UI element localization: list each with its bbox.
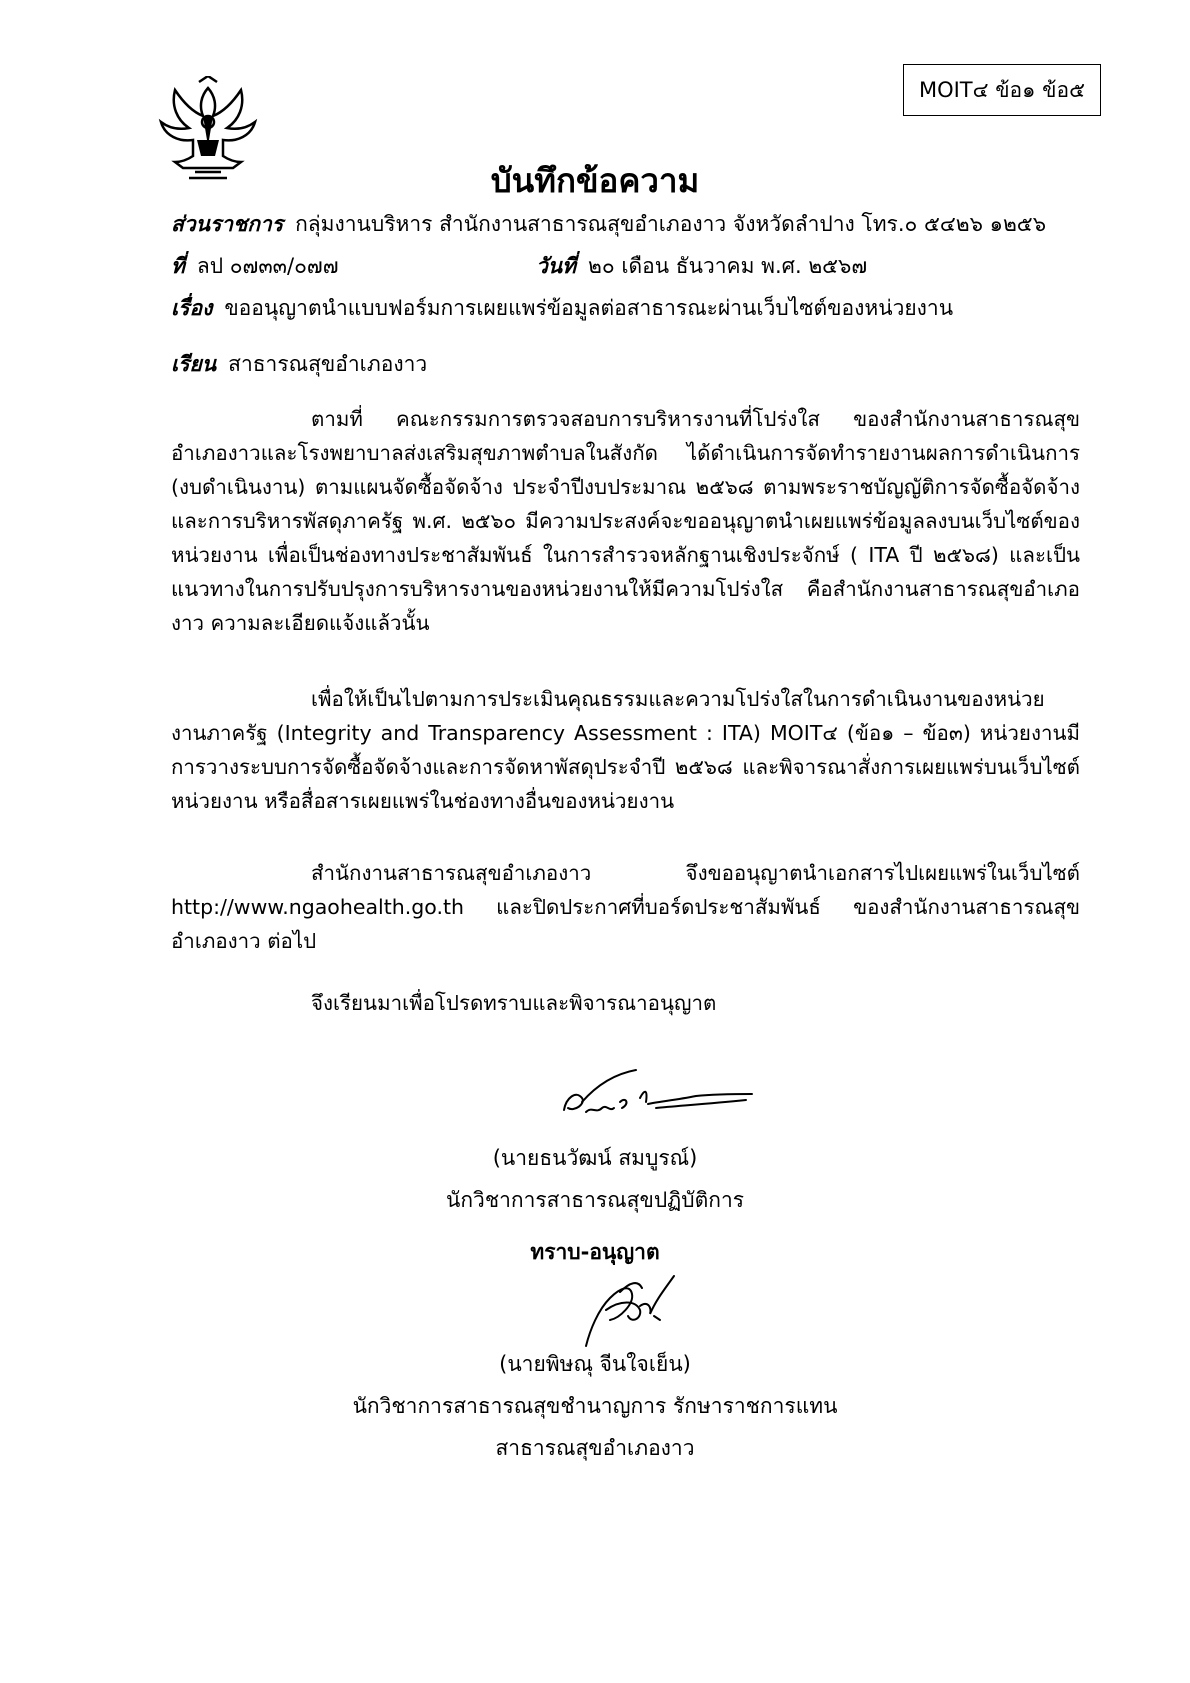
doc-number-value: ลป ๐๗๓๓/๐๗๗	[196, 254, 339, 278]
paragraph-3	[171, 856, 1080, 958]
reference-text: MOIT๔ ข้อ๑ ข้อ๕	[918, 77, 1086, 102]
signer-1-position: นักวิชาการสาธารณสุขปฏิบัติการ	[445, 1188, 745, 1212]
date-label: วันที่	[536, 254, 576, 278]
signature-1-icon	[556, 1068, 756, 1128]
paragraph-2-text: เพื่อให้เป็นไปตามการประเมินคุณธรรมและความโปร่งใสในการดำเนินงานของหน่วยงานภาครัฐ (Integrity and Transparency Assessment : ITA) MOIT๔ (ข้อ๑ – ข้อ๓) หน่วยงานมีการวางระบบการจัดซื้อจัดจ้างและการจัดหาพัสดุประจำปี ๒๕๖๘ และพิจารณาสั่งการเผยแพร่บนเว็บไซต์หน่วยงาน หรือสื่อสารเผยแพร่ในช่องทางอื่นของหน่วยงาน	[171, 687, 1080, 813]
agency-label: ส่วนราชการ	[171, 212, 284, 236]
paragraph-1-text: ตามที่ คณะกรรมการตรวจสอบการบริหารงานที่โปร่งใส ของสำนักงานสาธารณสุขอำเภองาวและโรงพยาบาลส่งเสริมสุขภาพตำบลในสังกัด ได้ดำเนินการจัดทำรายงานผลการดำเนินการ (งบดำเนินงาน) ตามแผนจัดซื้อจัดจ้าง ประจำปีงบประมาณ ๒๕๖๘ ตามพระราชบัญญัติการจัดซื้อจัดจ้างและการบริหารพัสดุภาครัฐ พ.ศ. ๒๕๖๐ มีความประสงค์จะขออนุญาตนำเผยแพร่ข้อมูลลงบนเว็บไซต์ของหน่วยงาน เพื่อเป็นช่องทางประชาสัมพันธ์ ในการสำรวจหลักฐานเชิงประจักษ์ ( ITA ปี ๒๕๖๘) และเป็นแนวทางในการปรับปรุงการบริหารงานของหน่วยงานให้มีความโปร่งใส คือสำนักงานสาธารณสุขอำเภองาว ความละเอียดแจ้งแล้วนั้น	[171, 407, 1080, 635]
approval-label: ทราบ-อนุญาต	[530, 1240, 660, 1264]
signature-2-icon	[580, 1270, 680, 1350]
reference-box	[903, 64, 1101, 116]
signer-2-position: นักวิชาการสาธารณสุขชำนาญการ รักษาราชการแทน	[352, 1394, 838, 1418]
document-title: บันทึกข้อความ	[490, 161, 700, 200]
subject-label: เรื่อง	[171, 296, 213, 320]
signer-2-name: (นายพิษณุ จีนใจเย็น)	[499, 1352, 691, 1376]
subject-value: ขออนุญาตนำแบบฟอร์มการเผยแพร่ข้อมูลต่อสาธารณะผ่านเว็บไซต์ของหน่วยงาน	[224, 296, 954, 320]
addressee-value: สาธารณสุขอำเภองาว	[228, 352, 428, 376]
doc-number-line	[171, 250, 339, 283]
signer-2-position-line2: สาธารณสุขอำเภองาว	[495, 1436, 695, 1460]
signer-1-name: (นายธนวัฒน์ สมบูรณ์)	[492, 1146, 698, 1170]
subject-line	[171, 292, 953, 325]
date-value: ๒๐ เดือน ธันวาคม พ.ศ. ๒๕๖๗	[588, 254, 868, 278]
doc-number-label: ที่	[171, 254, 185, 278]
paragraph-3-text: สำนักงานสาธารณสุขอำเภองาว จึงขออนุญาตนำเอกสารไปเผยแพร่ในเว็บไซต์ http://www.ngaohealth.go.th และปิดประกาศที่บอร์ดประชาสัมพันธ์ ของสำนักงานสาธารณสุขอำเภองาว ต่อไป	[171, 861, 1080, 953]
date-line	[536, 250, 867, 283]
addressee-label: เรียน	[171, 352, 217, 376]
closing-paragraph	[171, 986, 1080, 1020]
agency-line	[171, 208, 1046, 241]
paragraph-2	[171, 682, 1080, 818]
agency-value: กลุ่มงานบริหาร สำนักงานสาธารณสุขอำเภองาว จังหวัดลำปาง โทร.๐ ๕๔๒๖ ๑๒๕๖	[295, 212, 1047, 236]
paragraph-1	[171, 402, 1080, 640]
addressee-line	[171, 348, 427, 381]
closing-text: จึงเรียนมาเพื่อโปรดทราบและพิจารณาอนุญาต	[311, 991, 717, 1015]
